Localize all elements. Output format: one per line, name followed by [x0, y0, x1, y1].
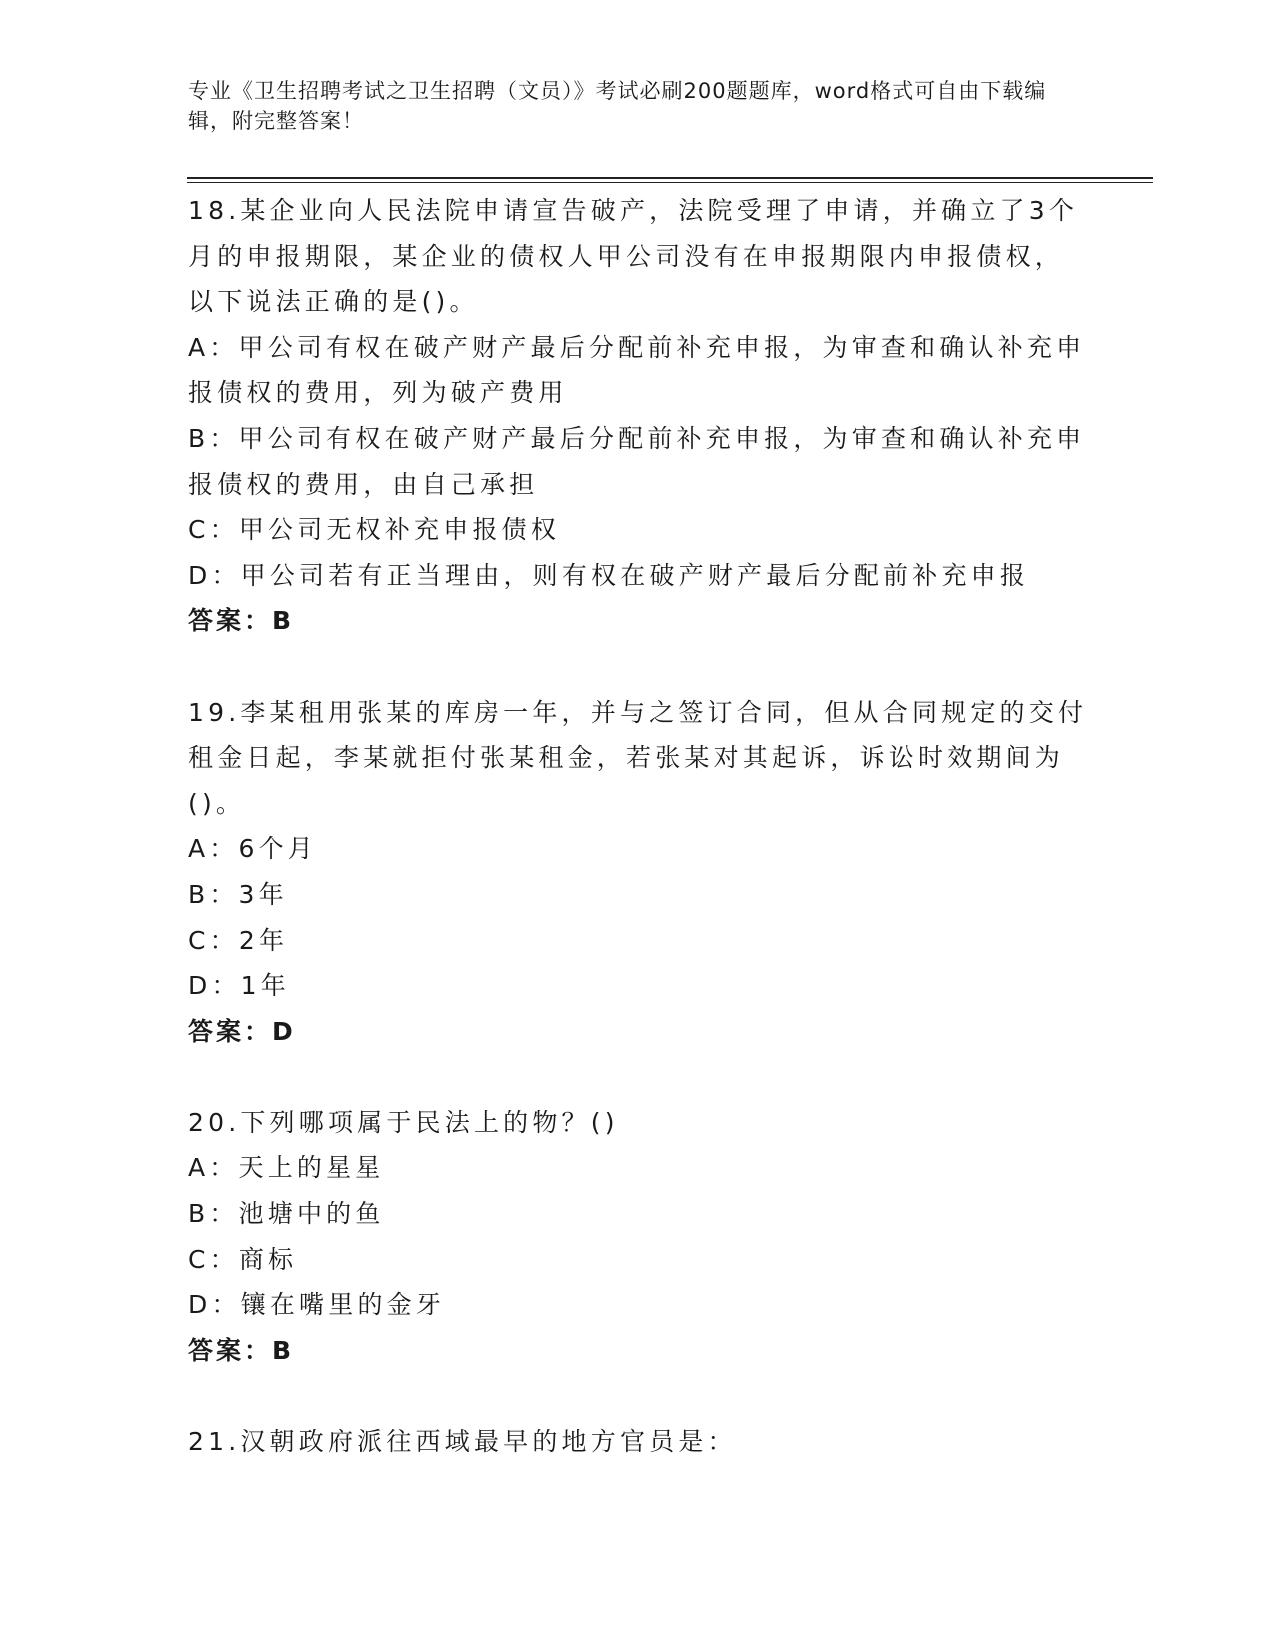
option-b: B：池塘中的鱼: [188, 1199, 385, 1229]
option-d: D：甲公司若有正当理由，则有权在破产财产最后分配前补充申报: [188, 560, 1030, 590]
option-a: A：甲公司有权在破产财产最后分配前补充申报，为审查和确认补充申报债权的费用，列为破产费用: [188, 332, 1086, 408]
answer: 答案：D: [188, 1016, 296, 1046]
option-c: C：2年: [188, 925, 289, 955]
question-stem: 19.李某租用张某的库房一年，并与之签订合同，但从合同规定的交付租金日起，李某就拒付张某租金，若张某对其起诉，诉讼时效期间为()。: [188, 697, 1088, 818]
question-stem: 21.汉朝政府派往西域最早的地方官员是：: [188, 1427, 737, 1457]
question-21: [188, 1419, 1088, 1465]
answer: 答案：B: [188, 1335, 295, 1365]
answer: 答案：B: [188, 606, 295, 636]
header-divider-thick: [187, 177, 1153, 179]
option-d: D：镶在嘴里的金牙: [188, 1290, 446, 1320]
option-b: B：3年: [188, 879, 288, 909]
header-divider-thin: [187, 182, 1153, 183]
option-c: C：甲公司无权补充申报债权: [188, 515, 561, 545]
question-19: [188, 690, 1088, 1055]
question-stem: 20.下列哪项属于民法上的物？(): [188, 1107, 619, 1137]
question-20: [188, 1100, 1088, 1374]
option-b: B：甲公司有权在破产财产最后分配前补充申报，为审查和确认补充申报债权的费用，由自己承担: [188, 423, 1086, 499]
option-c: C：商标: [188, 1244, 298, 1274]
question-18: [188, 188, 1088, 644]
document-header: 专业《卫生招聘考试之卫生招聘（文员）》考试必刷200题题库，word格式可自由下载编辑，附完整答案！: [188, 79, 1047, 133]
question-stem: 18.某企业向人民法院申请宣告破产，法院受理了申请，并确立了3个月的申报期限，某企业的债权人甲公司没有在申报期限内申报债权，以下说法正确的是()。: [188, 196, 1079, 317]
option-d: D：1年: [188, 971, 290, 1001]
option-a: A：6个月: [188, 834, 318, 864]
question-list: [188, 188, 1088, 1465]
option-a: A：天上的星星: [188, 1153, 385, 1183]
